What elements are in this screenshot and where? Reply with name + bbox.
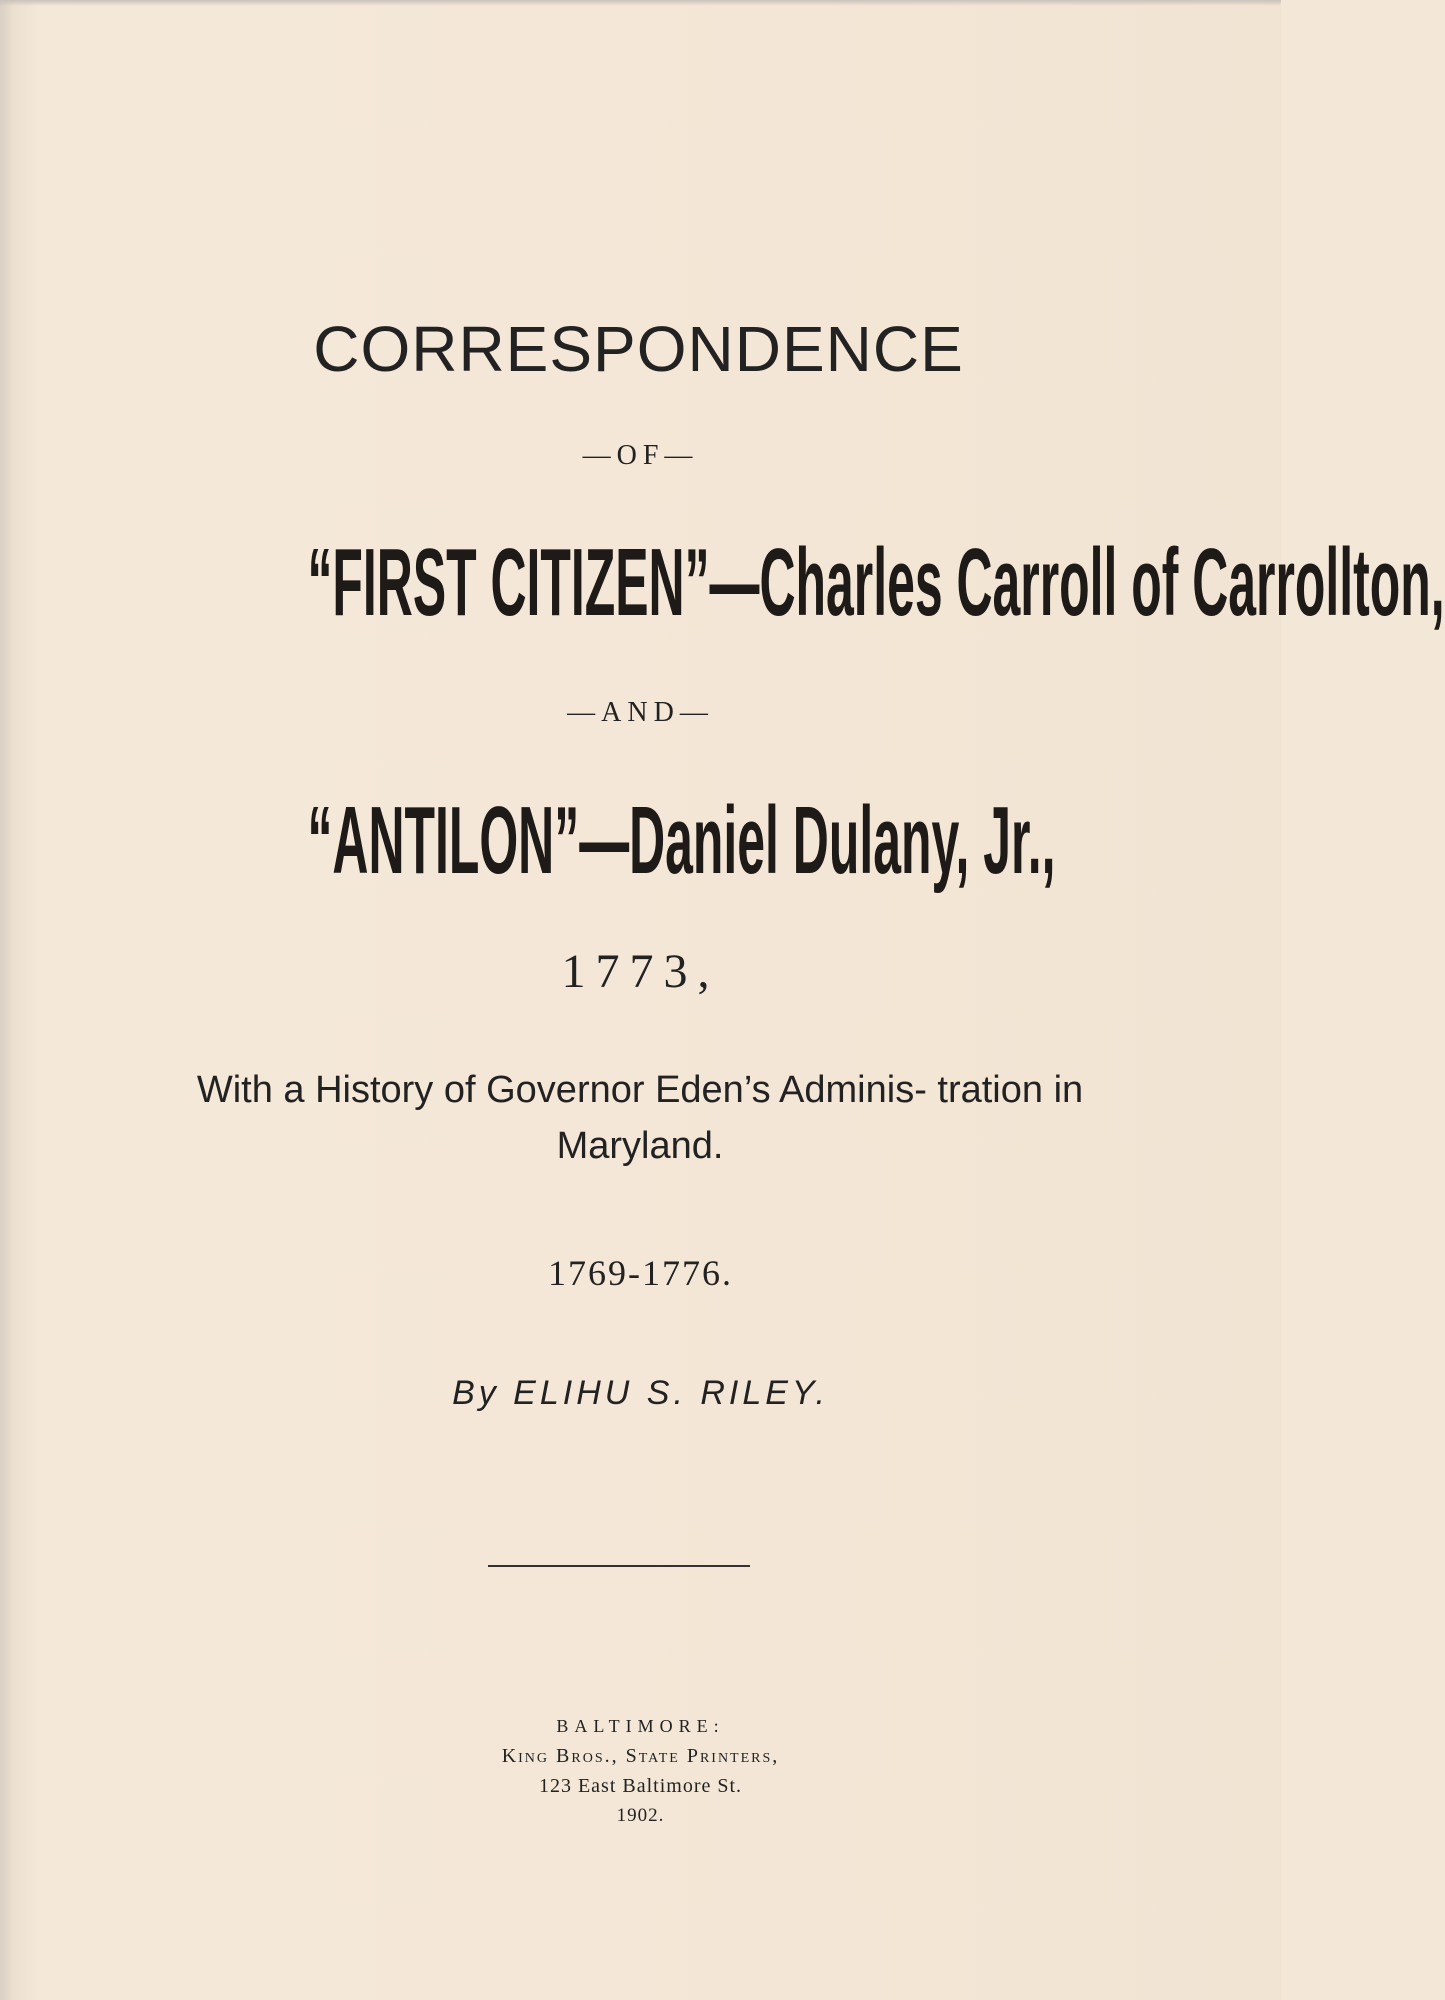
second-correspondent: “ANTILON”—Daniel Dulany, Jr., [307,787,1056,894]
imprint-address: 123 East Baltimore St. [538,1775,743,1797]
page-top-edge [0,0,1281,6]
horizontal-rule [488,1565,750,1567]
connector-of: —OF— [582,440,699,471]
date-range: 1769-1776. [548,1253,733,1293]
correspondence-year: 1773, [561,945,720,998]
book-title: CORRESPONDENCE [313,313,964,385]
connector-and: —AND— [567,697,714,728]
subtitle-history: With a History of Governor Eden’s Adminis- tration in Maryland. [196,1069,1084,1167]
author-line: By ELIHU S. RILEY. [452,1374,829,1412]
imprint-city: BALTIMORE: [556,1716,725,1736]
imprint-printer: King Bros., State Printers, [501,1745,780,1767]
imprint-year: 1902. [616,1805,665,1826]
first-correspondent: “FIRST CITIZEN”—Charles Carroll of Carrollton, [307,529,1445,636]
